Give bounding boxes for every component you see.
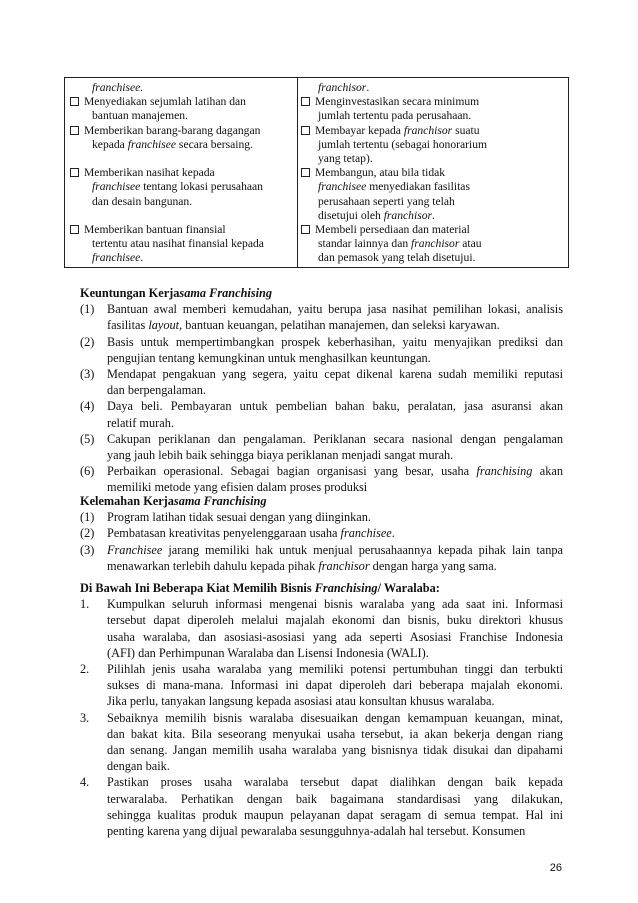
text-run: Kumpulkan seluruh informasi mengenai bisnis waralaba yang ada saat ini. Informasi xyxy=(107,597,563,612)
list-item-number: (2) xyxy=(80,334,95,349)
table-line xyxy=(318,81,369,95)
text-run: jumlah tertentu pada perusahaan. xyxy=(318,109,472,123)
list-item xyxy=(80,334,563,350)
list-item-text xyxy=(107,726,563,742)
text-run: dengan harga yang sama. xyxy=(369,558,497,573)
list-item-number: 4. xyxy=(80,775,90,790)
page-number: 26 xyxy=(549,862,562,874)
list-item-number: (3) xyxy=(80,542,95,557)
text-run: franchisee xyxy=(127,137,177,151)
list-item-text xyxy=(107,542,563,558)
text-run: Cakupan periklanan dan pengalaman. Periklanan secara nasional dengan pengalaman xyxy=(107,431,563,446)
comparison-table xyxy=(64,77,569,268)
text-run: franchisor xyxy=(403,123,453,137)
table-line xyxy=(70,223,226,237)
table-line xyxy=(92,109,188,123)
table-line xyxy=(318,180,470,194)
text-run: franchisee xyxy=(340,526,392,541)
text-run: / Waralaba: xyxy=(377,581,440,595)
list-item-text xyxy=(107,693,563,709)
list-item-text xyxy=(107,758,563,774)
list-item-text xyxy=(107,447,563,463)
list-item-text xyxy=(107,677,563,693)
text-run: pengujian tentang kemungkinan untuk menghasilkan keuntungan. xyxy=(107,350,431,365)
text-run: penting karena yang dijual pewaralaba sesungguhnya-adalah hal tersebut. Konsumen xyxy=(107,824,526,838)
text-run: Franchising xyxy=(314,581,378,595)
text-run: Sebaiknya memilih bisnis waralaba disesuaikan dengan kemampuan keuangan, minat, xyxy=(107,710,563,725)
text-run: Membangun, atau bila tidak xyxy=(315,166,446,180)
text-run: sama Franchising xyxy=(179,286,273,300)
list-item-text xyxy=(107,710,563,726)
list-item-text xyxy=(107,415,563,431)
list-item-text xyxy=(107,509,563,525)
text-run: Membeli persediaan dan material xyxy=(315,223,470,236)
list-item-text xyxy=(107,823,563,839)
list-item-number: (1) xyxy=(80,302,95,317)
text-run: Daya beli. Pembayaran untuk pembelian bahan baku, peralatan, jasa asuransi akan xyxy=(107,399,563,414)
list-item xyxy=(80,398,563,414)
list-item-text xyxy=(107,629,563,645)
checkbox-bullet-icon xyxy=(301,168,310,177)
text-run: , bantuan keuangan, pelatihan manajemen, dan seleksi karyawan. xyxy=(179,318,500,333)
list-item xyxy=(80,509,563,525)
text-run: tersebut dapat diperoleh melalui majalah ekonomi dan bisnis, buku direktori khusus xyxy=(107,613,563,628)
text-run: Pastikan proses usaha waralaba tersebut dapat dialihkan dengan baik kepada xyxy=(107,775,563,790)
list-item-text xyxy=(107,317,563,333)
list-item-text xyxy=(107,382,563,398)
text-run: Menginvestasikan secara minimum xyxy=(315,95,480,109)
table-line xyxy=(92,237,264,251)
table-line xyxy=(318,138,487,152)
text-run: Di Bawah Ini Beberapa Kiat Memilih Bisnis xyxy=(80,581,315,595)
checkbox-bullet-icon xyxy=(70,97,79,106)
text-run: Franchisee xyxy=(107,542,163,557)
list-item xyxy=(80,366,563,382)
list-item-text xyxy=(107,661,563,677)
text-run: yang jauh lebih baik sehingga biaya periklanan menjadi sangat murah. xyxy=(107,448,454,462)
list-item-text xyxy=(107,596,563,612)
list-item-text xyxy=(107,398,563,414)
text-run: suatu xyxy=(452,123,480,137)
text-run: Memberikan bantuan finansial xyxy=(84,223,226,236)
checkbox-bullet-icon xyxy=(70,168,79,177)
list-item-number: (6) xyxy=(80,464,95,479)
text-run: jumlah tertentu (sebagai honorarium xyxy=(318,137,488,151)
table-line xyxy=(70,124,260,138)
table-line xyxy=(92,195,192,209)
text-run: dan pemasok yang telah disetujui. xyxy=(318,251,476,265)
text-run: Menyediakan sejumlah latihan dan xyxy=(84,95,246,109)
checkbox-bullet-icon xyxy=(70,225,79,234)
text-run: franchisor xyxy=(383,208,433,222)
text-run: standar lainnya dan xyxy=(318,237,412,251)
list-item-text xyxy=(107,334,563,350)
checkbox-bullet-icon xyxy=(301,97,310,106)
section-heading xyxy=(80,493,267,509)
list-item xyxy=(80,542,563,558)
list-item-text xyxy=(107,366,563,382)
text-run: . xyxy=(391,526,395,541)
text-run: jarang memiliki hak untuk menjual perusahaannya kepada pihak lain tanpa xyxy=(162,542,563,557)
text-run: menyediakan fasilitas xyxy=(366,180,470,194)
text-run: . xyxy=(366,81,370,94)
text-run: usaha waralaba, dan asosiasi-asosiasi yang ada seperti Asosiasi Franchise Indonesia xyxy=(107,629,563,644)
text-run: franchisee xyxy=(92,180,141,194)
text-run: Memberikan nasihat kepada xyxy=(84,166,215,180)
list-item-number: (3) xyxy=(80,367,95,381)
text-run: . xyxy=(140,251,144,265)
text-run: (AFI) dan Perhimpunan Waralaba dan Lisensi Indonesia (WALI). xyxy=(107,645,429,660)
table-line xyxy=(301,95,479,109)
text-run: sehingga kualitas produk maupun pelayanan dapat seragam di semua tempat. Hal ini xyxy=(107,807,563,822)
text-run: Basis untuk mempertimbangkan prospek keberhasihan, yaitu menyajikan prediksi dan xyxy=(107,334,563,349)
list-item-text xyxy=(107,774,563,790)
list-item-text xyxy=(107,350,563,366)
list-item xyxy=(80,301,563,317)
text-run: menawarkan terlebih dahulu kepada pihak xyxy=(107,558,319,573)
list-item-number: (2) xyxy=(80,526,95,541)
text-run: franchisor xyxy=(318,558,370,573)
text-run: perusahaan seperti yang telah xyxy=(318,194,455,208)
list-item-number: (1) xyxy=(80,510,95,525)
section-heading xyxy=(80,285,272,301)
table-line xyxy=(318,209,435,223)
list-item-number: 2. xyxy=(80,662,90,676)
text-run: layout xyxy=(148,318,180,333)
list-item-text xyxy=(107,742,563,758)
checkbox-bullet-icon xyxy=(301,225,310,234)
text-run: franchisor xyxy=(318,81,367,94)
text-run: Memberikan barang-barang dagangan xyxy=(84,123,261,137)
table-line xyxy=(70,166,215,180)
text-run: Membayar kepada xyxy=(315,123,404,137)
list-item xyxy=(80,774,563,790)
text-run: atau xyxy=(459,237,482,251)
list-item-text xyxy=(107,791,563,807)
list-item xyxy=(80,525,563,541)
text-run: Keuntungan Kerja xyxy=(80,286,180,300)
franchisor-obligations-column xyxy=(65,78,298,267)
list-item-text xyxy=(107,463,563,479)
text-run: bantuan manajemen. xyxy=(92,109,188,123)
table-line xyxy=(301,124,480,138)
text-run: akan xyxy=(532,464,563,479)
table-line xyxy=(92,81,143,95)
text-run: Pembatasan kreativitas penyelenggaraan usaha xyxy=(107,526,341,541)
text-run: Mendapat pengakuan yang segera, yaitu cepat dikenal karena sudah memiliki reputasi xyxy=(107,367,563,381)
table-line xyxy=(318,152,373,166)
table-line xyxy=(318,251,475,265)
checkbox-bullet-icon xyxy=(301,126,310,135)
text-run: Bantuan awal memberi kemudahan, yaitu berupa jasa nasihat pemilihan lokasi, analisis xyxy=(107,302,563,317)
text-run: dan berpengalaman. xyxy=(107,383,207,398)
text-run: dan bakat kita. Bila seseorang menyukai usaha tersebut, ia akan bekerja dengan riang xyxy=(107,726,563,741)
list-item xyxy=(80,661,563,677)
list-item xyxy=(80,710,563,726)
list-item-text xyxy=(107,431,563,447)
checkbox-bullet-icon xyxy=(70,126,79,135)
text-run: memiliki metode yang efisien dalam proses produksi xyxy=(107,480,368,495)
franchisee-obligations-column xyxy=(298,78,568,267)
list-item-number: (4) xyxy=(80,399,95,414)
text-run: franchising xyxy=(476,464,533,479)
text-run: tentang lokasi perusahaan xyxy=(140,180,263,194)
list-item-text xyxy=(107,807,563,823)
text-run: dengan baik. xyxy=(107,759,170,774)
table-line xyxy=(301,166,445,180)
text-run: sama Franchising xyxy=(173,494,267,508)
list-item-text xyxy=(107,645,563,661)
table-line xyxy=(92,251,143,265)
text-run: disetujui oleh xyxy=(318,208,384,222)
section-heading xyxy=(80,580,440,596)
list-item-text xyxy=(107,301,563,317)
text-run: . xyxy=(432,208,435,222)
list-item-text xyxy=(107,612,563,628)
text-run: dan desain bangunan. xyxy=(92,194,193,208)
text-run: Program latihan tidak sesuai dengan yang diinginkan. xyxy=(107,510,371,525)
text-run: yang tetap). xyxy=(318,152,373,165)
table-line xyxy=(318,195,455,209)
table-line xyxy=(92,138,253,152)
text-run: relatif murah. xyxy=(107,415,174,430)
table-line xyxy=(318,237,482,251)
text-run: franchisee xyxy=(318,180,367,194)
list-item-text xyxy=(107,558,563,574)
list-item xyxy=(80,431,563,447)
table-line xyxy=(318,109,471,123)
text-run: sukses di mana-mana. Informasi ini dapat diperoleh dari beberapa majalah ekonomi. xyxy=(107,678,563,693)
list-item xyxy=(80,463,563,479)
text-run: terwaralaba. Perhatikan dengan baik bagaimana standardisasi yang dilakukan, xyxy=(107,791,563,806)
text-run: tertentu atau nasihat finansial kepada xyxy=(92,237,264,251)
text-run: Pilihlah jenis usaha waralaba yang memiliki potensi pertumbuhan tinggi dan terbukti xyxy=(107,662,563,676)
text-run: Perbaikan operasional. Sebagai bagian organisasi yang besar, usaha xyxy=(107,464,477,479)
list-item-text xyxy=(107,525,563,541)
table-line xyxy=(70,95,246,109)
list-item-number: (5) xyxy=(80,431,95,446)
text-run: Jika perlu, tanyakan langsung kepada asosiasi atau konsultan khusus waralaba. xyxy=(107,694,495,709)
text-run: fasilitas xyxy=(107,318,149,333)
table-line xyxy=(92,180,263,194)
text-run: franchisee xyxy=(92,251,141,265)
text-run: secara bersaing. xyxy=(176,137,253,151)
list-item-number: 1. xyxy=(80,597,90,612)
text-run: franchisee. xyxy=(92,81,144,94)
text-run: dan senang. Jangan memilih usaha waralaba yang bisnisnya tidak disukai dan dipahami xyxy=(107,743,563,757)
text-run: Kelemahan Kerja xyxy=(80,494,174,508)
list-item xyxy=(80,596,563,612)
table-line xyxy=(301,223,470,237)
text-run: kepada xyxy=(92,137,128,151)
text-run: franchisor xyxy=(411,237,460,251)
list-item-number: 3. xyxy=(80,710,90,725)
